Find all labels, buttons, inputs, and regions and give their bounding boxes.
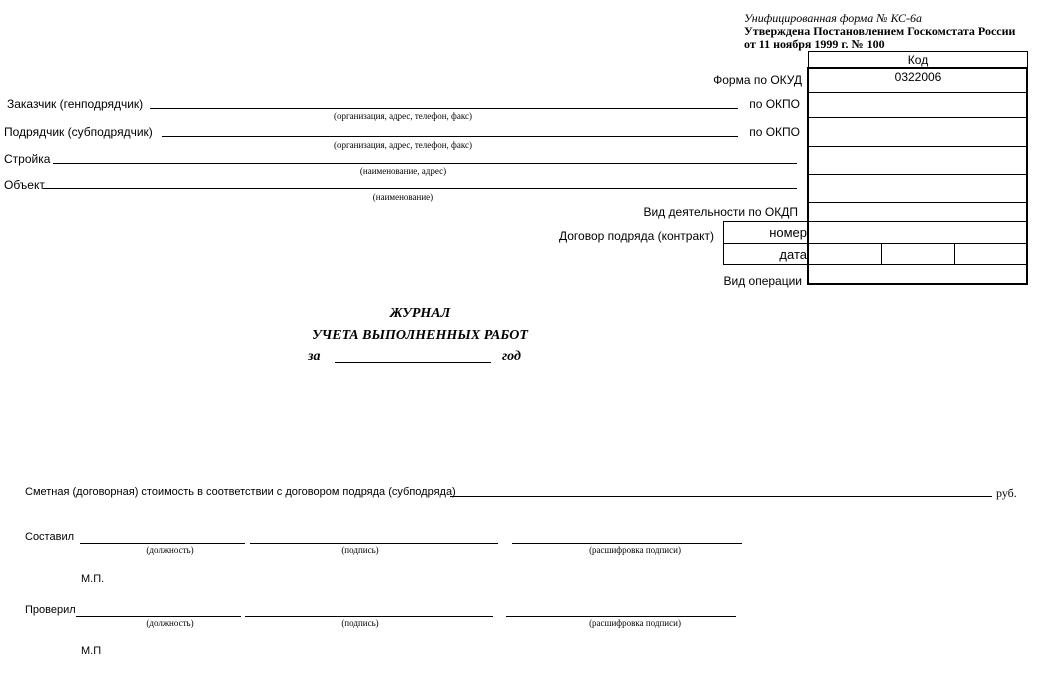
contractor-label: Подрядчик (субподрядчик) bbox=[4, 125, 153, 139]
journal-title: ЖУРНАЛ bbox=[389, 306, 451, 321]
code-heading: Код bbox=[907, 53, 929, 67]
journal-subtitle: УЧЕТА ВЫПОЛНЕННЫХ РАБОТ bbox=[312, 328, 528, 343]
checked-decoding-hint: (расшифровка подписи) bbox=[589, 618, 681, 628]
object-line[interactable] bbox=[43, 188, 797, 189]
customer-label: Заказчик (генподрядчик) bbox=[7, 97, 144, 111]
period-for-label: за bbox=[308, 349, 321, 364]
stamp-label-2: М.П bbox=[81, 645, 102, 657]
construction-hint: (наименование, адрес) bbox=[359, 166, 447, 176]
customer-line[interactable] bbox=[150, 108, 738, 109]
checked-signature-hint: (подпись) bbox=[341, 618, 379, 628]
compiled-by-label: Составил bbox=[25, 531, 75, 543]
period-year-line[interactable] bbox=[335, 362, 491, 363]
approval-date-line: от 11 ноября 1999 г. № 100 bbox=[744, 37, 885, 51]
checked-position-hint: (должность) bbox=[146, 618, 194, 628]
approval-line: Утверждена Постановлением Госкомстата России bbox=[744, 24, 1016, 38]
compiled-decoding-hint: (расшифровка подписи) bbox=[589, 545, 681, 555]
compiled-signature-hint: (подпись) bbox=[341, 545, 379, 555]
contractor-line[interactable] bbox=[162, 136, 738, 137]
compiled-signature-line[interactable] bbox=[250, 543, 498, 544]
checked-by-label: Проверил bbox=[25, 604, 76, 616]
contract-number-label: номер bbox=[769, 225, 807, 240]
unified-form-label: Унифицированная форма № КС-6а bbox=[744, 11, 923, 25]
customer-hint: (организация, адрес, телефон, факс) bbox=[333, 111, 473, 121]
currency-unit: руб. bbox=[996, 486, 1017, 500]
object-label: Объект bbox=[4, 178, 45, 192]
compiled-decoding-line[interactable] bbox=[512, 543, 742, 544]
okud-form-label: Форма по ОКУД bbox=[713, 73, 802, 87]
compiled-position-line[interactable] bbox=[80, 543, 245, 544]
contract-label: Договор подряда (контракт) bbox=[558, 229, 714, 243]
okpo-contractor-code-input[interactable] bbox=[810, 120, 1028, 146]
checked-decoding-line[interactable] bbox=[506, 616, 736, 617]
code-column-header bbox=[808, 51, 1028, 68]
checked-signature-line[interactable] bbox=[245, 616, 493, 617]
contract-date-label: дата bbox=[779, 247, 807, 262]
compiled-position-hint: (должность) bbox=[146, 545, 194, 555]
okpo-contractor-label: по ОКПО bbox=[749, 125, 800, 139]
stamp-label-1: М.П. bbox=[81, 573, 105, 585]
construction-line[interactable] bbox=[53, 163, 797, 164]
period-year-label: год bbox=[502, 349, 521, 364]
okdp-label: Вид деятельности по ОКДП bbox=[643, 205, 798, 219]
checked-position-line[interactable] bbox=[76, 616, 241, 617]
contractor-hint: (организация, адрес, телефон, факс) bbox=[333, 140, 473, 150]
okpo-customer-code-input[interactable] bbox=[810, 94, 1028, 116]
operation-type-label: Вид операции bbox=[723, 274, 802, 288]
okpo-customer-label: по ОКПО bbox=[749, 97, 800, 111]
object-hint: (наименование) bbox=[372, 192, 434, 202]
estimate-line[interactable] bbox=[450, 496, 992, 497]
okud-code-value: 0322006 bbox=[894, 70, 942, 84]
construction-label: Стройка bbox=[4, 152, 51, 166]
estimate-label: Сметная (договорная) стоимость в соответствии с договором подряда (субподряда) bbox=[25, 486, 456, 498]
